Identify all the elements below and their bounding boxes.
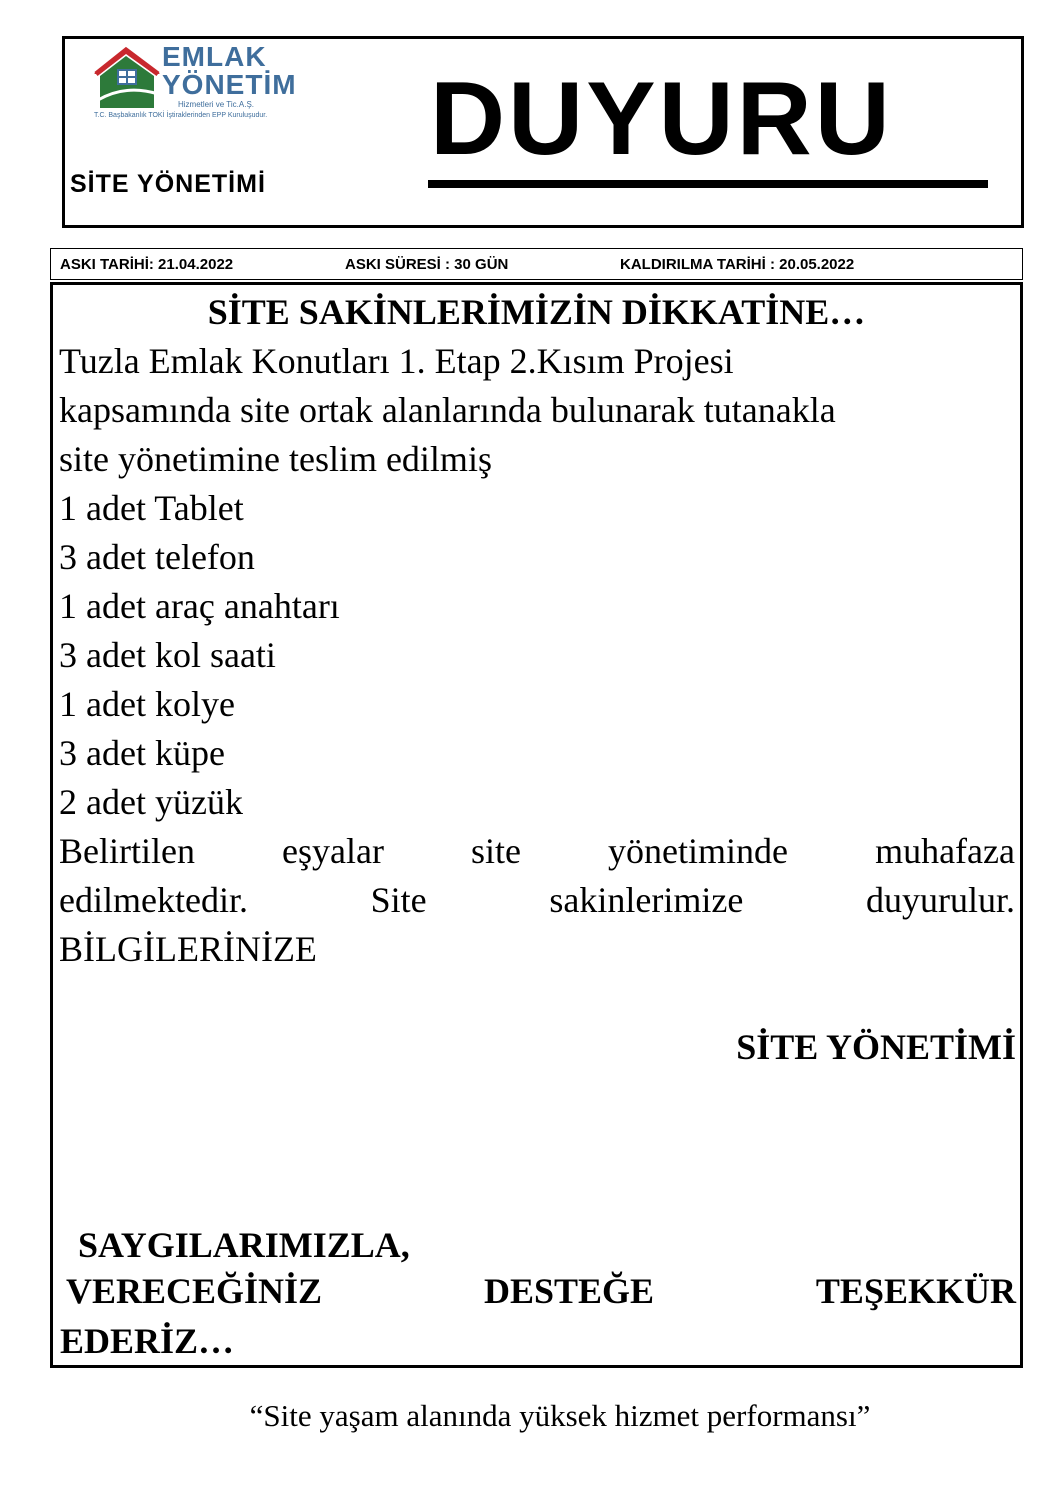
- thanks-word: VERECEĞİNİZ: [66, 1271, 323, 1311]
- closing-word: muhafaza: [875, 831, 1015, 871]
- posting-duration: ASKI SÜRESİ : 30 GÜN: [345, 256, 509, 273]
- closing-word: Site: [370, 880, 427, 920]
- list-item: 1 adet Tablet: [59, 488, 244, 528]
- closing-word: Belirtilen: [59, 831, 195, 871]
- emlak-yonetim-logo: [92, 41, 332, 134]
- closing-word: yönetiminde: [608, 831, 789, 871]
- intro-line: Tuzla Emlak Konutları 1. Etap 2.Kısım Projesi: [59, 341, 734, 381]
- list-item: 1 adet araç anahtarı: [59, 586, 340, 626]
- closing-word: edilmektedir.: [59, 880, 248, 920]
- logo-tagline: Hizmetleri ve Tic.A.Ş.: [178, 100, 255, 109]
- list-item: 1 adet kolye: [59, 684, 235, 724]
- intro-line: site yönetimine teslim edilmiş: [59, 439, 492, 479]
- thanks-end: EDERİZ…: [60, 1321, 235, 1361]
- thanks-word: TEŞEKKÜR: [815, 1271, 1016, 1311]
- management-label: SİTE YÖNETİMİ: [70, 170, 266, 198]
- closing-word: sakinlerimize: [549, 880, 744, 920]
- signature: SİTE YÖNETİMİ: [736, 1027, 1016, 1067]
- list-item: 3 adet telefon: [59, 537, 255, 577]
- closing-word: eşyalar: [282, 831, 384, 871]
- closing-word: site: [471, 831, 521, 871]
- posting-date: ASKI TARİHİ: 21.04.2022: [60, 256, 234, 273]
- removal-date: KALDIRILMA TARİHİ : 20.05.2022: [620, 256, 855, 273]
- closing-line-3: BİLGİLERİNİZE: [59, 929, 317, 969]
- list-item: 3 adet kol saati: [59, 635, 276, 675]
- footer-slogan: “Site yaşam alanında yüksek hizmet performansı”: [249, 1398, 871, 1433]
- list-item: 2 adet yüzük: [59, 782, 243, 822]
- page-title: DUYURU: [430, 61, 893, 177]
- logo-subtext: T.C. Başbakanlık TOKİ İştiraklerinden EPP Kuruluşudur.: [94, 112, 268, 119]
- logo-name-line2: YÖNETİM: [162, 69, 297, 100]
- notice-heading: SİTE SAKİNLERİMİZİN DİKKATİNE…: [207, 292, 866, 332]
- regards: SAYGILARIMIZLA,: [78, 1225, 410, 1265]
- list-item: 3 adet küpe: [59, 733, 225, 773]
- closing-line-2: [59, 876, 1015, 925]
- closing-word: duyurulur.: [866, 880, 1015, 920]
- thanks-word: DESTEĞE: [483, 1271, 655, 1311]
- intro-line: kapsamında site ortak alanlarında bulunarak tutanakla: [59, 390, 836, 430]
- house-logo-icon: [92, 44, 162, 110]
- title-underline: [428, 180, 988, 188]
- closing-line-1: [59, 827, 1015, 876]
- thanks-line: [66, 1268, 1016, 1314]
- logo-name-line1: EMLAK: [162, 41, 267, 72]
